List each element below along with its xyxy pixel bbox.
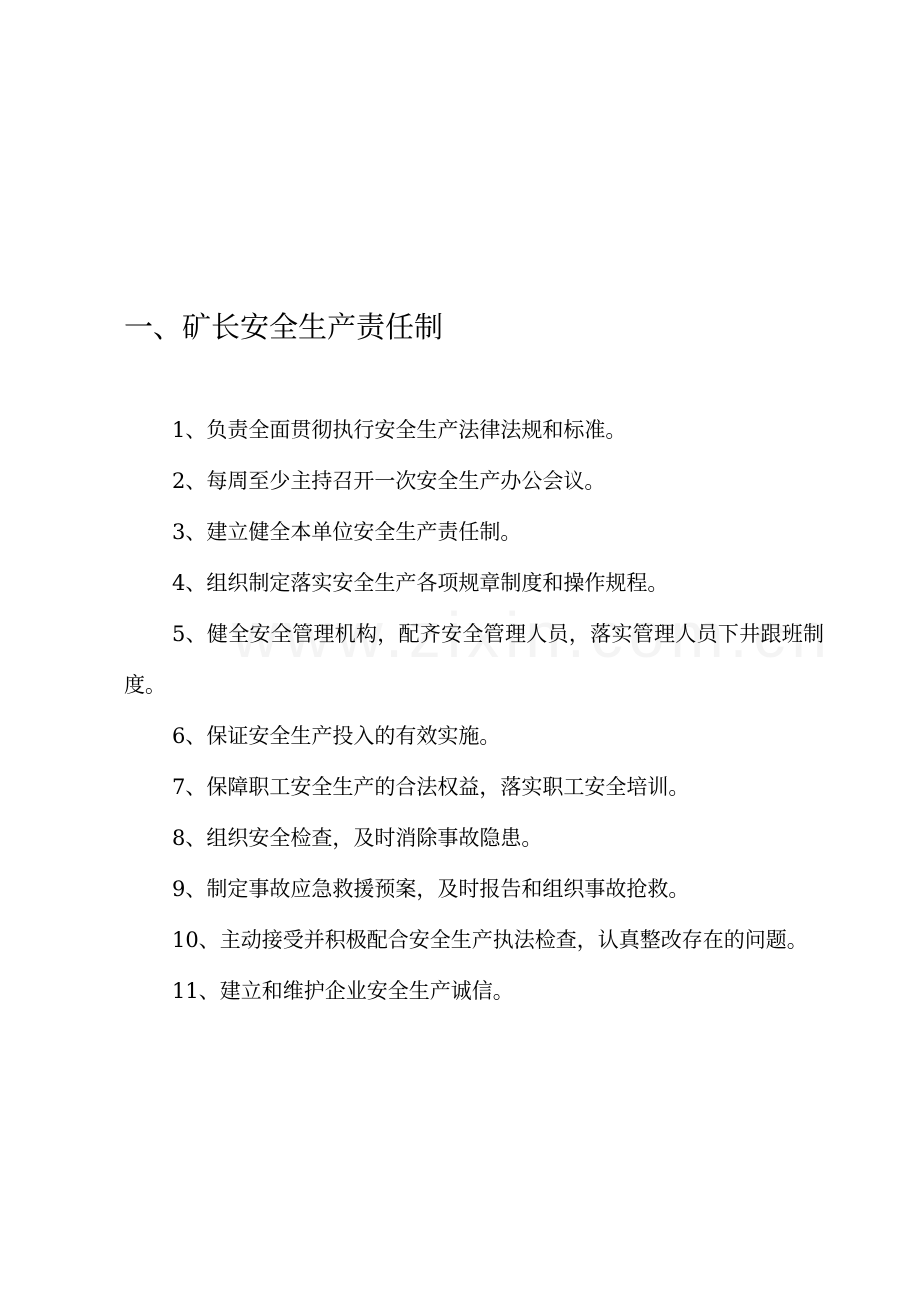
list-item: 1、负责全面贯彻执行安全生产法律法规和标准。 — [172, 418, 627, 442]
list-item: 11、建立和维护企业安全生产诚信。 — [172, 979, 514, 1003]
list-item: 5、健全安全管理机构，配齐安全管理人员，落实管理人员下井跟班制度。 — [124, 622, 824, 697]
section-heading: 一、矿长安全生产责任制 — [124, 310, 444, 344]
list-item: 6、保证安全生产投入的有效实施。 — [172, 724, 501, 748]
list-item: 2、每周至少主持召开一次安全生产办公会议。 — [172, 469, 606, 493]
list-item: 7、保障职工安全生产的合法权益，落实职工安全培训。 — [172, 775, 690, 799]
list-item: 3、建立健全本单位安全生产责任制。 — [172, 520, 522, 544]
responsibility-list — [124, 405, 824, 1017]
list-item: 10、主动接受并积极配合安全生产执法检查，认真整改存在的问题。 — [172, 928, 808, 952]
list-item: 4、组织制定落实安全生产各项规章制度和操作规程。 — [172, 571, 669, 595]
list-item: 9、制定事故应急救援预案，及时报告和组织事故抢救。 — [172, 877, 690, 901]
list-item: 8、组织安全检查，及时消除事故隐患。 — [172, 826, 543, 850]
